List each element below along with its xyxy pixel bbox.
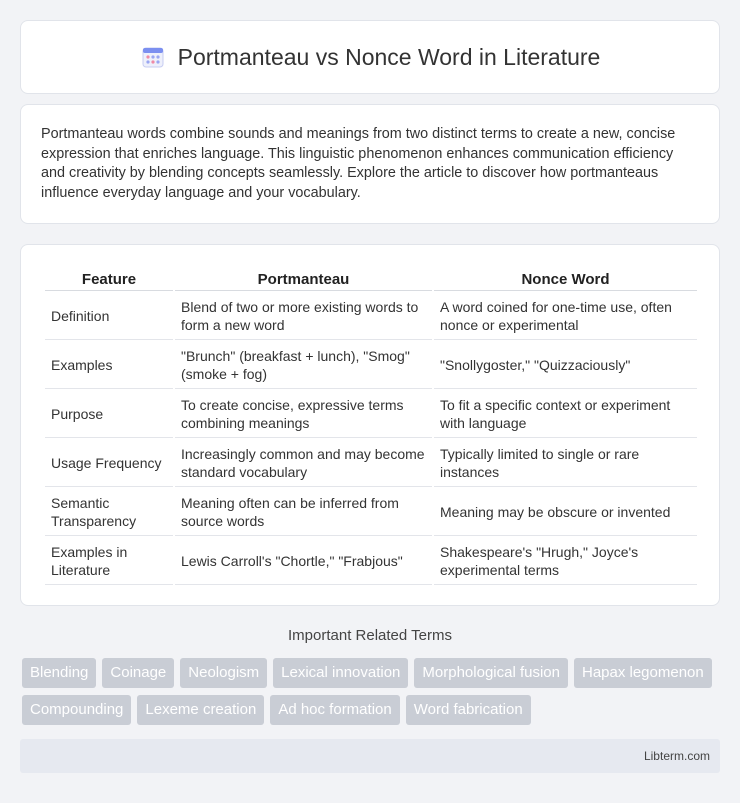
- header-feature: Feature: [45, 267, 173, 291]
- cell-nonce-word: To fit a specific context or experiment with language: [434, 391, 697, 438]
- tag-lexeme-creation[interactable]: Lexeme creation: [137, 695, 264, 725]
- footer-site-link[interactable]: Libterm.com: [643, 749, 710, 763]
- cell-nonce-word: Typically limited to single or rare instances: [434, 440, 697, 487]
- cell-portmanteau: "Brunch" (breakfast + lunch), "Smog" (smoke + fog): [175, 342, 432, 389]
- tag-compounding[interactable]: Compounding: [22, 695, 131, 725]
- tag-blending[interactable]: Blending: [22, 658, 96, 688]
- cell-nonce-word: Shakespeare's "Hrugh," Joyce's experimental terms: [434, 538, 697, 585]
- cell-feature: Definition: [45, 293, 173, 340]
- cell-portmanteau: Increasingly common and may become standard vocabulary: [175, 440, 432, 487]
- table-header-row: [45, 267, 697, 291]
- cell-feature: Semantic Transparency: [45, 489, 173, 536]
- table-row: [45, 342, 697, 389]
- tag-neologism[interactable]: Neologism: [180, 658, 267, 688]
- tag-hapax-legomenon[interactable]: Hapax legomenon: [574, 658, 712, 688]
- cell-portmanteau: Lewis Carroll's "Chortle," "Frabjous": [175, 538, 432, 585]
- cell-nonce-word: A word coined for one-time use, often nonce or experimental: [434, 293, 697, 340]
- table-row: [45, 391, 697, 438]
- table-row: [45, 538, 697, 585]
- tag-coinage[interactable]: Coinage: [102, 658, 174, 688]
- cell-nonce-word: Meaning may be obscure or invented: [434, 489, 697, 536]
- cell-portmanteau: Meaning often can be inferred from source words: [175, 489, 432, 536]
- tag-ad-hoc-formation[interactable]: Ad hoc formation: [270, 695, 399, 725]
- cell-portmanteau: Blend of two or more existing words to form a new word: [175, 293, 432, 340]
- table-row: [45, 489, 697, 536]
- tag-morphological-fusion[interactable]: Morphological fusion: [414, 658, 568, 688]
- cell-portmanteau: To create concise, expressive terms combining meanings: [175, 391, 432, 438]
- intro-text: Portmanteau words combine sounds and meanings from two distinct terms to create a new, concise expression that enriches language. This linguistic phenomenon enhances communication efficiency and creativity by blending concepts seamlessly. Explore the article to discover how portmanteaus influence everyday language and your vocabulary.: [41, 126, 676, 201]
- table-row: [45, 440, 697, 487]
- cell-feature: Purpose: [45, 391, 173, 438]
- cell-feature: Examples in Literature: [45, 538, 173, 585]
- cell-nonce-word: "Snollygoster," "Quizzaciously": [434, 342, 697, 389]
- table-row: [45, 293, 697, 340]
- related-terms-title: Important Related Terms: [288, 627, 452, 644]
- tag-word-fabrication[interactable]: Word fabrication: [406, 695, 531, 725]
- comparison-table-card: [20, 244, 720, 606]
- calendar-grid-icon: [140, 44, 166, 70]
- intro-card: [20, 104, 720, 224]
- header-portmanteau: Portmanteau: [175, 267, 432, 291]
- page-title: Portmanteau vs Nonce Word in Literature: [177, 43, 601, 70]
- cell-feature: Usage Frequency: [45, 440, 173, 487]
- cell-feature: Examples: [45, 342, 173, 389]
- related-terms-list: [22, 658, 722, 725]
- comparison-table: [43, 265, 699, 587]
- tag-lexical-innovation[interactable]: Lexical innovation: [273, 658, 408, 688]
- footer: [20, 739, 720, 773]
- header-nonce-word: Nonce Word: [434, 267, 697, 291]
- header-card: [20, 20, 720, 94]
